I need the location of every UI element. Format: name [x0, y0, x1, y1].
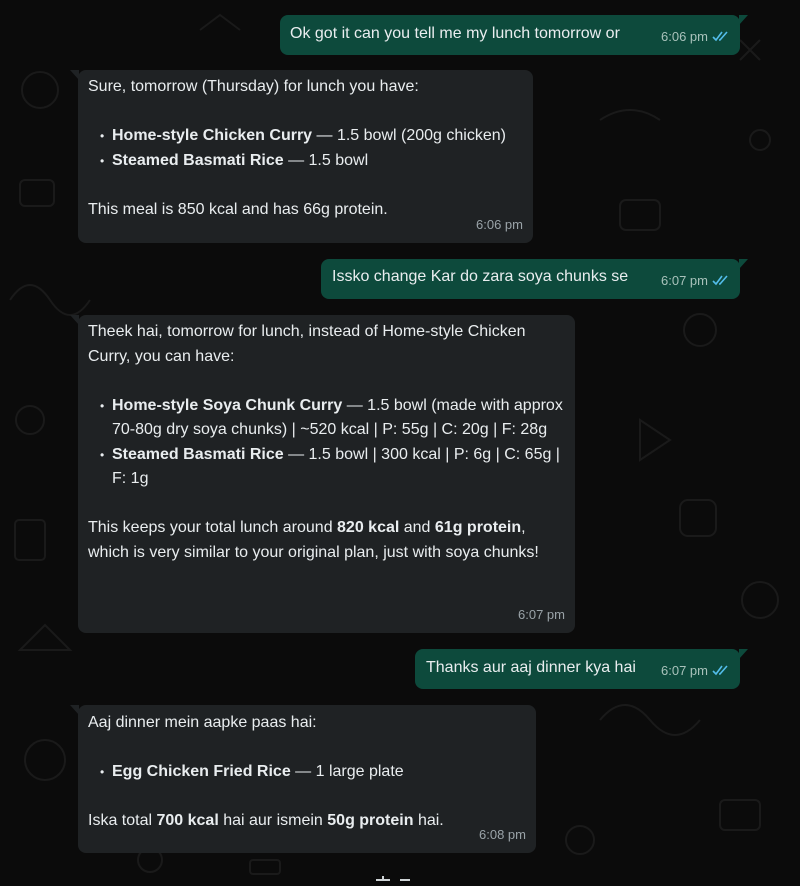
- message-time: 6:06 pm: [476, 216, 523, 232]
- message-summary: This keeps your total lunch around 820 kcal and 61g protein, which is very similar to your original plan, just with soya chunks!: [88, 519, 539, 561]
- message-outgoing[interactable]: [280, 15, 740, 55]
- typing-indicator: [370, 868, 430, 878]
- message-summary: This meal is 850 kcal and has 66g protein.: [88, 200, 388, 218]
- message-meta: [661, 269, 730, 294]
- meal-list: [88, 124, 523, 173]
- message-text: Thanks aur aaj dinner kya hai: [426, 659, 636, 676]
- message-incoming[interactable]: [78, 705, 536, 853]
- message-meta: [476, 213, 523, 238]
- message-intro: Aaj dinner mein aapke paas hai:: [88, 714, 317, 731]
- list-item: • Steamed Basmati Rice — 1.5 bowl | 300 kcal | P: 6g | C: 65g | F: 1g: [88, 443, 565, 492]
- meal-list: [88, 760, 526, 785]
- message-incoming[interactable]: [78, 70, 533, 243]
- message-summary: Iska total 700 kcal hai aur ismein 50g protein hai.: [88, 812, 444, 829]
- message-outgoing[interactable]: [415, 649, 740, 689]
- message-intro: Theek hai, tomorrow for lunch, instead of Home-style Chicken Curry, you can have:: [88, 323, 526, 365]
- message-time: 6:07 pm: [661, 662, 708, 678]
- double-check-icon: [712, 275, 730, 286]
- message-text: Issko change Kar do zara soya chunks se: [332, 268, 629, 285]
- message-time: 6:08 pm: [479, 826, 526, 842]
- message-meta: [518, 603, 565, 628]
- meal-list: [88, 394, 565, 492]
- message-incoming[interactable]: [78, 315, 575, 633]
- message-intro: Sure, tomorrow (Thursday) for lunch you have:: [88, 78, 419, 95]
- list-item: • Home-style Soya Chunk Curry — 1.5 bowl (made with approx 70-80g dry soya chunks) | ~520 kcal | P: 55g | C: 20g | F: 28g: [88, 394, 565, 443]
- list-item: • Home-style Chicken Curry — 1.5 bowl (200g chicken): [88, 124, 523, 149]
- message-outgoing[interactable]: [321, 259, 740, 299]
- message-meta: [479, 823, 526, 848]
- message-time: 6:07 pm: [661, 272, 708, 288]
- double-check-icon: [712, 665, 730, 676]
- message-text: Ok got it can you tell me my lunch tomorrow or: [290, 25, 620, 42]
- message-meta: [661, 659, 730, 684]
- message-time: 6:06 pm: [661, 28, 708, 44]
- list-item: • Egg Chicken Fried Rice — 1 large plate: [88, 760, 526, 785]
- message-meta: [661, 25, 730, 50]
- list-item: • Steamed Basmati Rice — 1.5 bowl: [88, 149, 523, 174]
- double-check-icon: [712, 31, 730, 42]
- message-time: 6:07 pm: [518, 606, 565, 622]
